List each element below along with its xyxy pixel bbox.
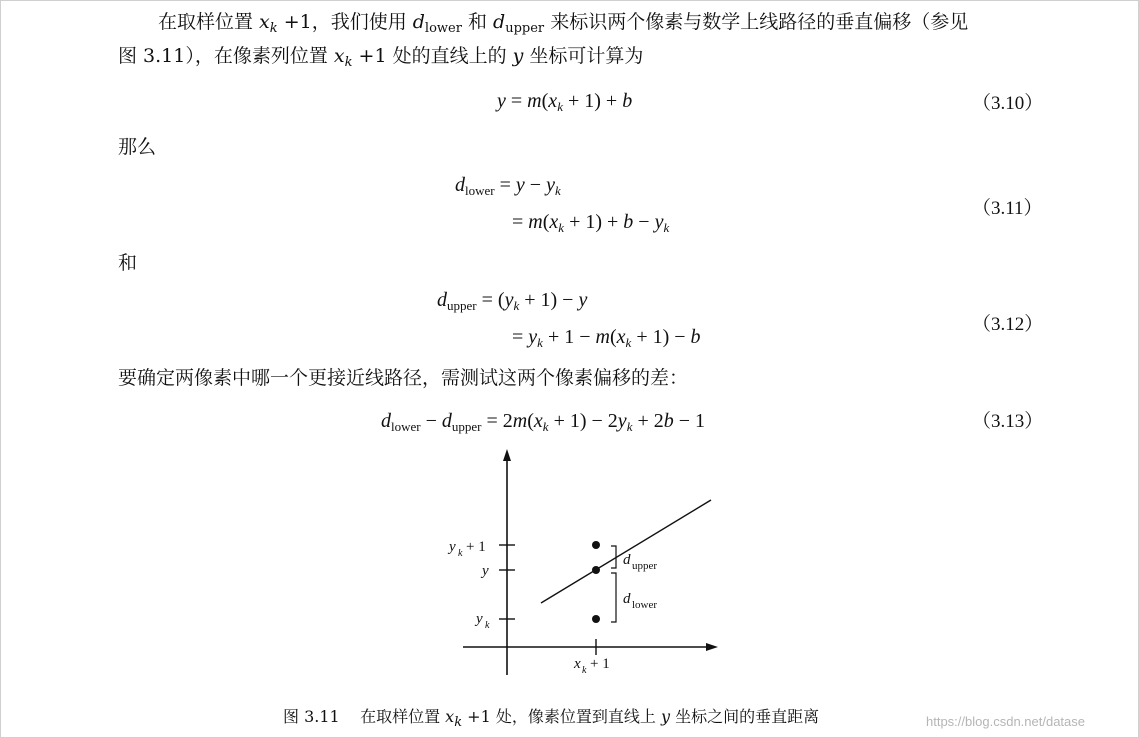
watermark: https://blog.csdn.net/datase [926,714,1085,729]
label-yk-plus-1-y: y [449,539,456,555]
sub-k: k [344,55,353,70]
sub-lower: lower [424,21,462,36]
equation-number-3-10: （3.10） [972,93,1044,114]
intersection-dot [592,566,600,574]
var-x: x [259,11,270,33]
x-axis-arrow [706,643,718,651]
var-d: d [412,11,425,33]
label-xk-k: k [582,665,587,676]
label-yk-k: k [485,620,490,631]
sub-k: k [269,21,278,36]
equation-3-10: $y = m(x_k + 1) + b$ [497,90,633,114]
lower-pixel-dot [592,615,600,623]
var-d: d [493,11,506,33]
label-d-lower-d: d [623,591,631,607]
label-yk-y: y [476,611,483,627]
figure-caption: 图 3.11 在取样位置 $x_k +1$ 处，像素位置到直线上 y 坐标之间的垂直距离 [283,707,820,730]
text-segment: +1 处的直线上的 [352,45,513,67]
upper-bracket [611,546,616,568]
var-x: x [333,45,345,67]
text-segment: 在取样位置 [158,11,260,33]
label-d-lower-sub: lower [632,599,658,611]
text-segment: +1，我们使用 [277,11,413,33]
equation-3-11-line-2: = $m(x_k + 1) + b - y_k$ [512,211,670,235]
equation-3-12-line-2: = $y_k + 1 - m(x_k + 1) - b$ [512,326,701,350]
label-y: y [482,563,489,579]
equation-number-3-13: （3.13） [972,411,1044,432]
equation-3-13: $d_{lower} - d_{upper} = 2m(x_k + 1) - 2y_k + 2b - 1$ [381,410,706,434]
equation-number-3-11: （3.11） [972,198,1043,219]
label-yk-plus-1-k: k [458,548,463,559]
label-xk-x: x [574,656,581,672]
caption-figure-number: 图 3.11 [283,707,340,726]
var-y: y [512,45,524,67]
label-d-upper-d: d [623,552,631,568]
label-d-upper-sub: upper [632,560,658,572]
text-segment: 和 [461,11,494,33]
equation-3-11-line-1: $d_{lower} = y - y_k$ [455,174,561,198]
y-axis-arrow [503,449,511,461]
equation-3-12-line-1: $d_{upper} = (y_k + 1) - y$ [437,289,588,313]
text-segment: 坐标可计算为 [523,45,644,67]
label-yk-plus-1-rest: + 1 [466,539,486,555]
then-word: 那么 [118,136,157,158]
sub-upper: upper [505,21,545,36]
lower-bracket [611,573,616,622]
equation-number-3-12: （3.12） [972,314,1044,335]
text-segment: 图 3.11），在像素列位置 [118,45,334,67]
label-xk-rest: + 1 [590,656,610,672]
text-segment: 来标识两个像素与数学上线路径的垂直偏移（参见 [544,11,969,33]
and-word: 和 [118,252,138,274]
difference-sentence: 要确定两像素中哪一个更接近线路径，需测试这两个像素偏移的差： [118,367,689,389]
upper-pixel-dot [592,541,600,549]
